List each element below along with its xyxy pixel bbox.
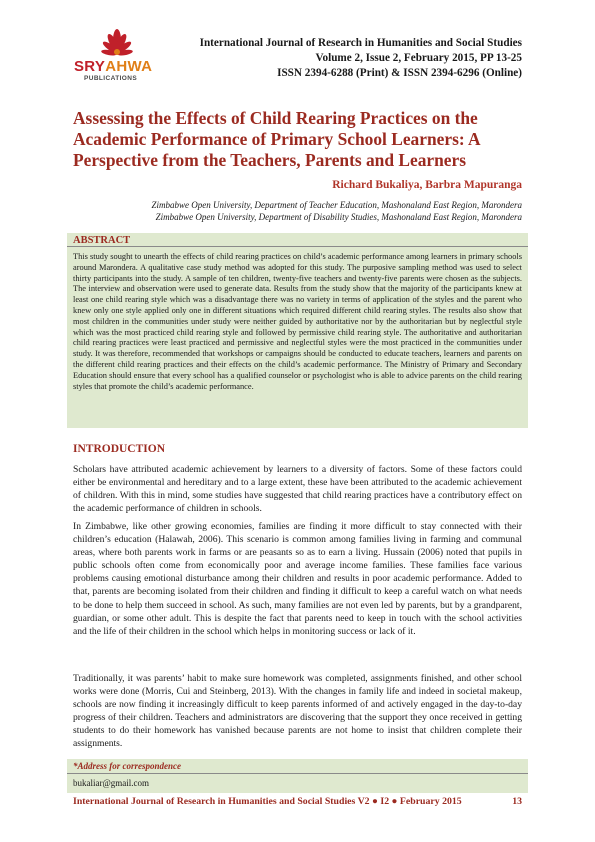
abstract-text: This study sought to unearth the effects of child rearing practices on child’s academic performance among learners in primary schools around Marondera. A qualitative case study method was adopted for this study. The purposive sampling method was used to select thirty participants into the study. A sample of ten children, twenty-five teachers and twenty-five parents were chosen as the subjects. The interview and observation were used to generate data. Results from the study show that the majority of the participants knew at least one child rearing style which was a disadvantage there was no variety in terms of application of the styles and the parent who knew only one style applied only one in different situations which required different child rearing styles. The results also show that most children in the communities under study were neither guided by authoritative nor by the authoritarian but by neglectful style which was the most practiced child rearing style and followed by permissive child rearing style. The authoritative and authoritarian child rearing practices were least practiced and permissive and neglectful styles were the most practiced in the communities under study. It was therefore, recommended that workshops or campaigns should be conducted to educate teachers, learners and parents on the different child rearing practices and their effects on the child’s academic performance. The Ministry of Primary and Secondary Education should ensure that every school has a qualified counselor or psychologist who is able to advice parents on the child rearing styles that promote the child’s academic performance. [73,252,522,391]
logo-wordmark: SRYAHWA [74,58,153,75]
abstract-divider [67,246,528,247]
issue-info: Volume 2, Issue 2, February 2015, PP 13-25 [315,52,522,64]
body-paragraph: In Zimbabwe, like other growing economies, families are finding it more difficult to stay connected with their children’s education (Halawah, 2006). This scenario is common among families living in farming and communal areas, where both parents work in farms or are peasants so as to earn a living. Hussain (2006) noted that pupils in public schools often come from economically poor and average income families. These families face various problems causing emotional disturbance among their children and results in poor academic performance. Added to that, parents are becoming isolated from their children and finding it difficult to keep a careful watch on what needs to be done to help them succeed in school. As such, many families are not even led by parents, but by a grandparent, guardian, or some other adult. This is despite the fact that parents need to keep in touch with the school activities and the life of their children in the school which helps in monitoring success or lack of it. [73,521,522,637]
footer-journal-line: International Journal of Research in Humanities and Social Studies V2 ● I2 ● February 2015 [73,796,462,807]
issn-info: ISSN 2394-6288 (Print) & ISSN 2394-6296 (Online) [277,67,522,79]
affiliation-1: Zimbabwe Open University, Department of Teacher Education, Mashonaland East Region, Marondera [151,200,522,210]
author-list: Richard Bukaliya, Barbra Mapuranga [332,179,522,191]
logo-subtitle: PUBLICATIONS [84,75,138,82]
correspondence-email[interactable]: bukaliar@gmail.com [73,778,150,788]
journal-name: International Journal of Research in Humanities and Social Studies [199,37,522,49]
correspondence-label: *Address for correspondence [73,761,181,771]
lotus-flower-icon [84,28,150,60]
body-paragraph: Traditionally, it was parents’ habit to make sure homework was completed, assignments finished, and other school works were done (Morris, Cui and Steinberg, 2013). With the changes in family life and indeed in societal makeup, schools are now finding it increasingly difficult to keep parents informed of and actively engaged in the day-to-day progress of their children. Teachers and administrators are discovering that the support they once received in getting students to do their homework has vanished because parents are not home to insist that children complete their assignments. [73,673,522,750]
section-heading-introduction: INTRODUCTION [73,443,166,455]
page-number: 13 [512,796,522,807]
paper-title: Assessing the Effects of Child Rearing Practices on the Academic Performance of Primary School Learners: A Perspective from the Teachers, Parents and Learners [73,108,480,170]
abstract-heading: ABSTRACT [73,235,131,246]
publisher-logo [62,28,174,86]
journal-header [200,36,522,81]
affiliations [151,199,522,223]
affiliation-2: Zimbabwe Open University, Department of Disability Studies, Mashonaland East Region, Marondera [155,212,522,222]
body-paragraph: Scholars have attributed academic achievement by learners to a diversity of factors. Some of these factors could either be environmental and hereditary and to a large extent, these have been attributed to the academic achievement of children. With this in mind, some studies have suggested that child rearing practices have a contributory effect on the academic performance of children in schools. [73,464,522,515]
correspondence-divider [67,773,528,774]
